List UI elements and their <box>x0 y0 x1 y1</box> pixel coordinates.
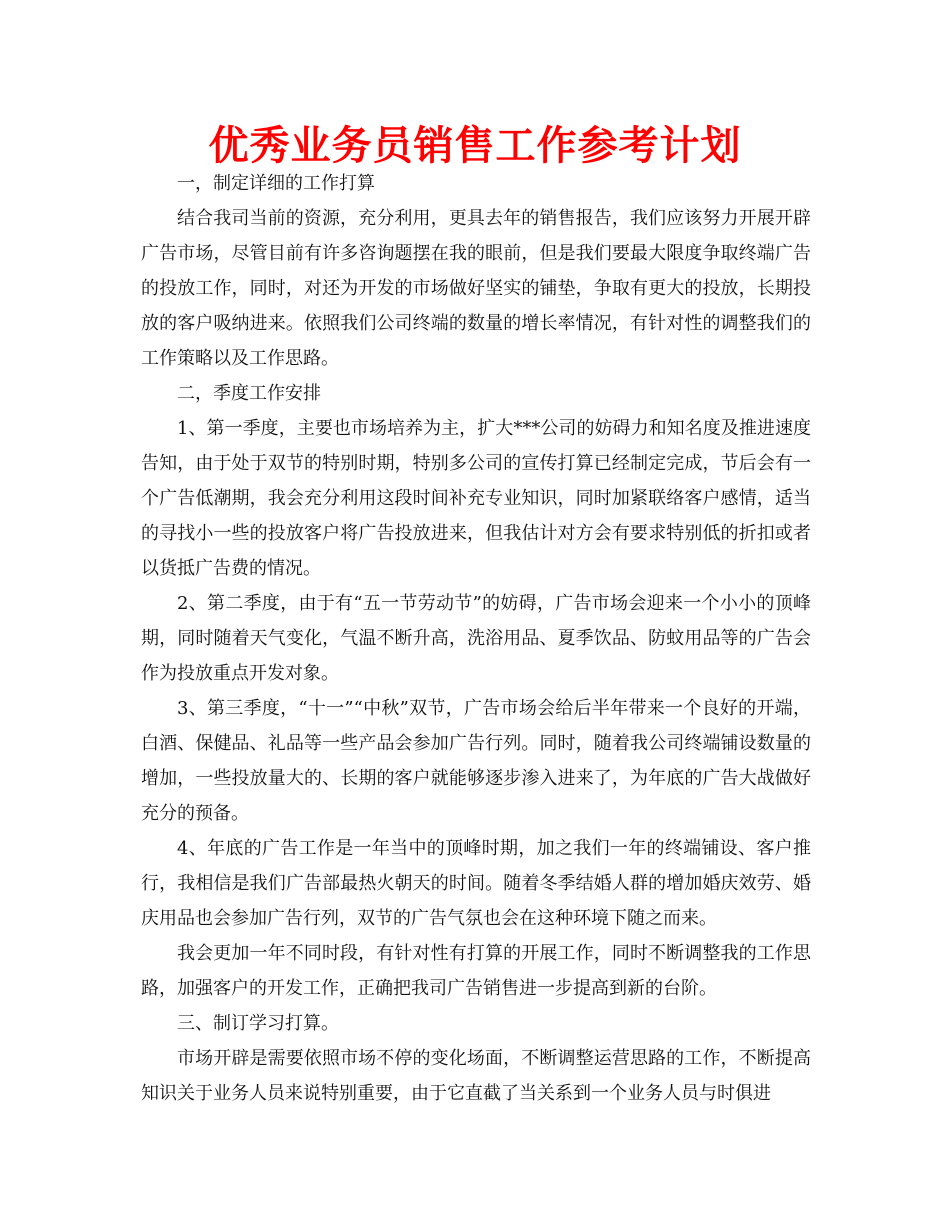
document-title: 优秀业务员销售工作参考计划 <box>208 122 742 169</box>
paragraph: 我会更加一年不同时段，有针对性有打算的开展工作，同时不断调整我的工作思路，加强客户的开发工作，正确把我司广告销售进一步提高到新的台阶。 <box>141 943 811 999</box>
paragraph-q1: 1、第一季度，主要也市场培养为主，扩大***公司的妨碍力和知名度及推进速度告知，由于处于双节的特别时期，特别多公司的宣传打算已经制定完成，节后会有一个广告低潮期，我会充分利用这段时间补充专业知识，同时加紧联络客户感情，适当的寻找小一些的投放客户将广告投放进来，但我估计对方会有要求特别低的折扣或者以货抵广告费的情况。 <box>141 418 811 579</box>
paragraph: 市场开辟是需要依照市场不停的变化场面，不断调整运营思路的工作，不断提高知识关于业务人员来说特别重要，由于它直截了当关系到一个业务人员与时俱进 <box>141 1048 811 1104</box>
paragraph-heading-2: 二，季度工作安排 <box>177 383 321 404</box>
paragraph-heading-1: 一，制定详细的工作打算 <box>177 173 375 194</box>
paragraph: 结合我司当前的资源，充分利用，更具去年的销售报告，我们应该努力开展开辟广告市场，尽管目前有许多咨询题摆在我的眼前，但是我们要最大限度争取终端广告的投放工作，同时，对还为开发的市场做好坚实的铺垫，争取有更大的投放，长期投放的客户吸纳进来。依照我们公司终端的数量的增长率情况，有针对性的调整我们的工作策略以及工作思路。 <box>141 208 811 369</box>
paragraph-q2: 2、第二季度，由于有“五一节劳动节”的妨碍，广告市场会迎来一个小小的顶峰期，同时随着天气变化，气温不断升高，洗浴用品、夏季饮品、防蚊用品等的广告会作为投放重点开发对象。 <box>141 593 811 684</box>
paragraph-q3: 3、第三季度，“十一”“中秋”双节，广告市场会给后半年带来一个良好的开端，白酒、保健品、礼品等一些产品会参加广告行列。同时，随着我公司终端铺设数量的增加，一些投放量大的、长期的客户就能够逐步渗入进来了，为年底的广告大战做好充分的预备。 <box>141 698 811 824</box>
document-body <box>141 166 811 1111</box>
paragraph-heading-3: 三、制订学习打算。 <box>177 1013 339 1034</box>
paragraph-q4: 4、年底的广告工作是一年当中的顶峰时期，加之我们一年的终端铺设、客户推行，我相信是我们广告部最热火朝天的时间。随着冬季结婚人群的增加婚庆效劳、婚庆用品也会参加广告行列，双节的广告气氛也会在这种环境下随之而来。 <box>141 838 811 929</box>
